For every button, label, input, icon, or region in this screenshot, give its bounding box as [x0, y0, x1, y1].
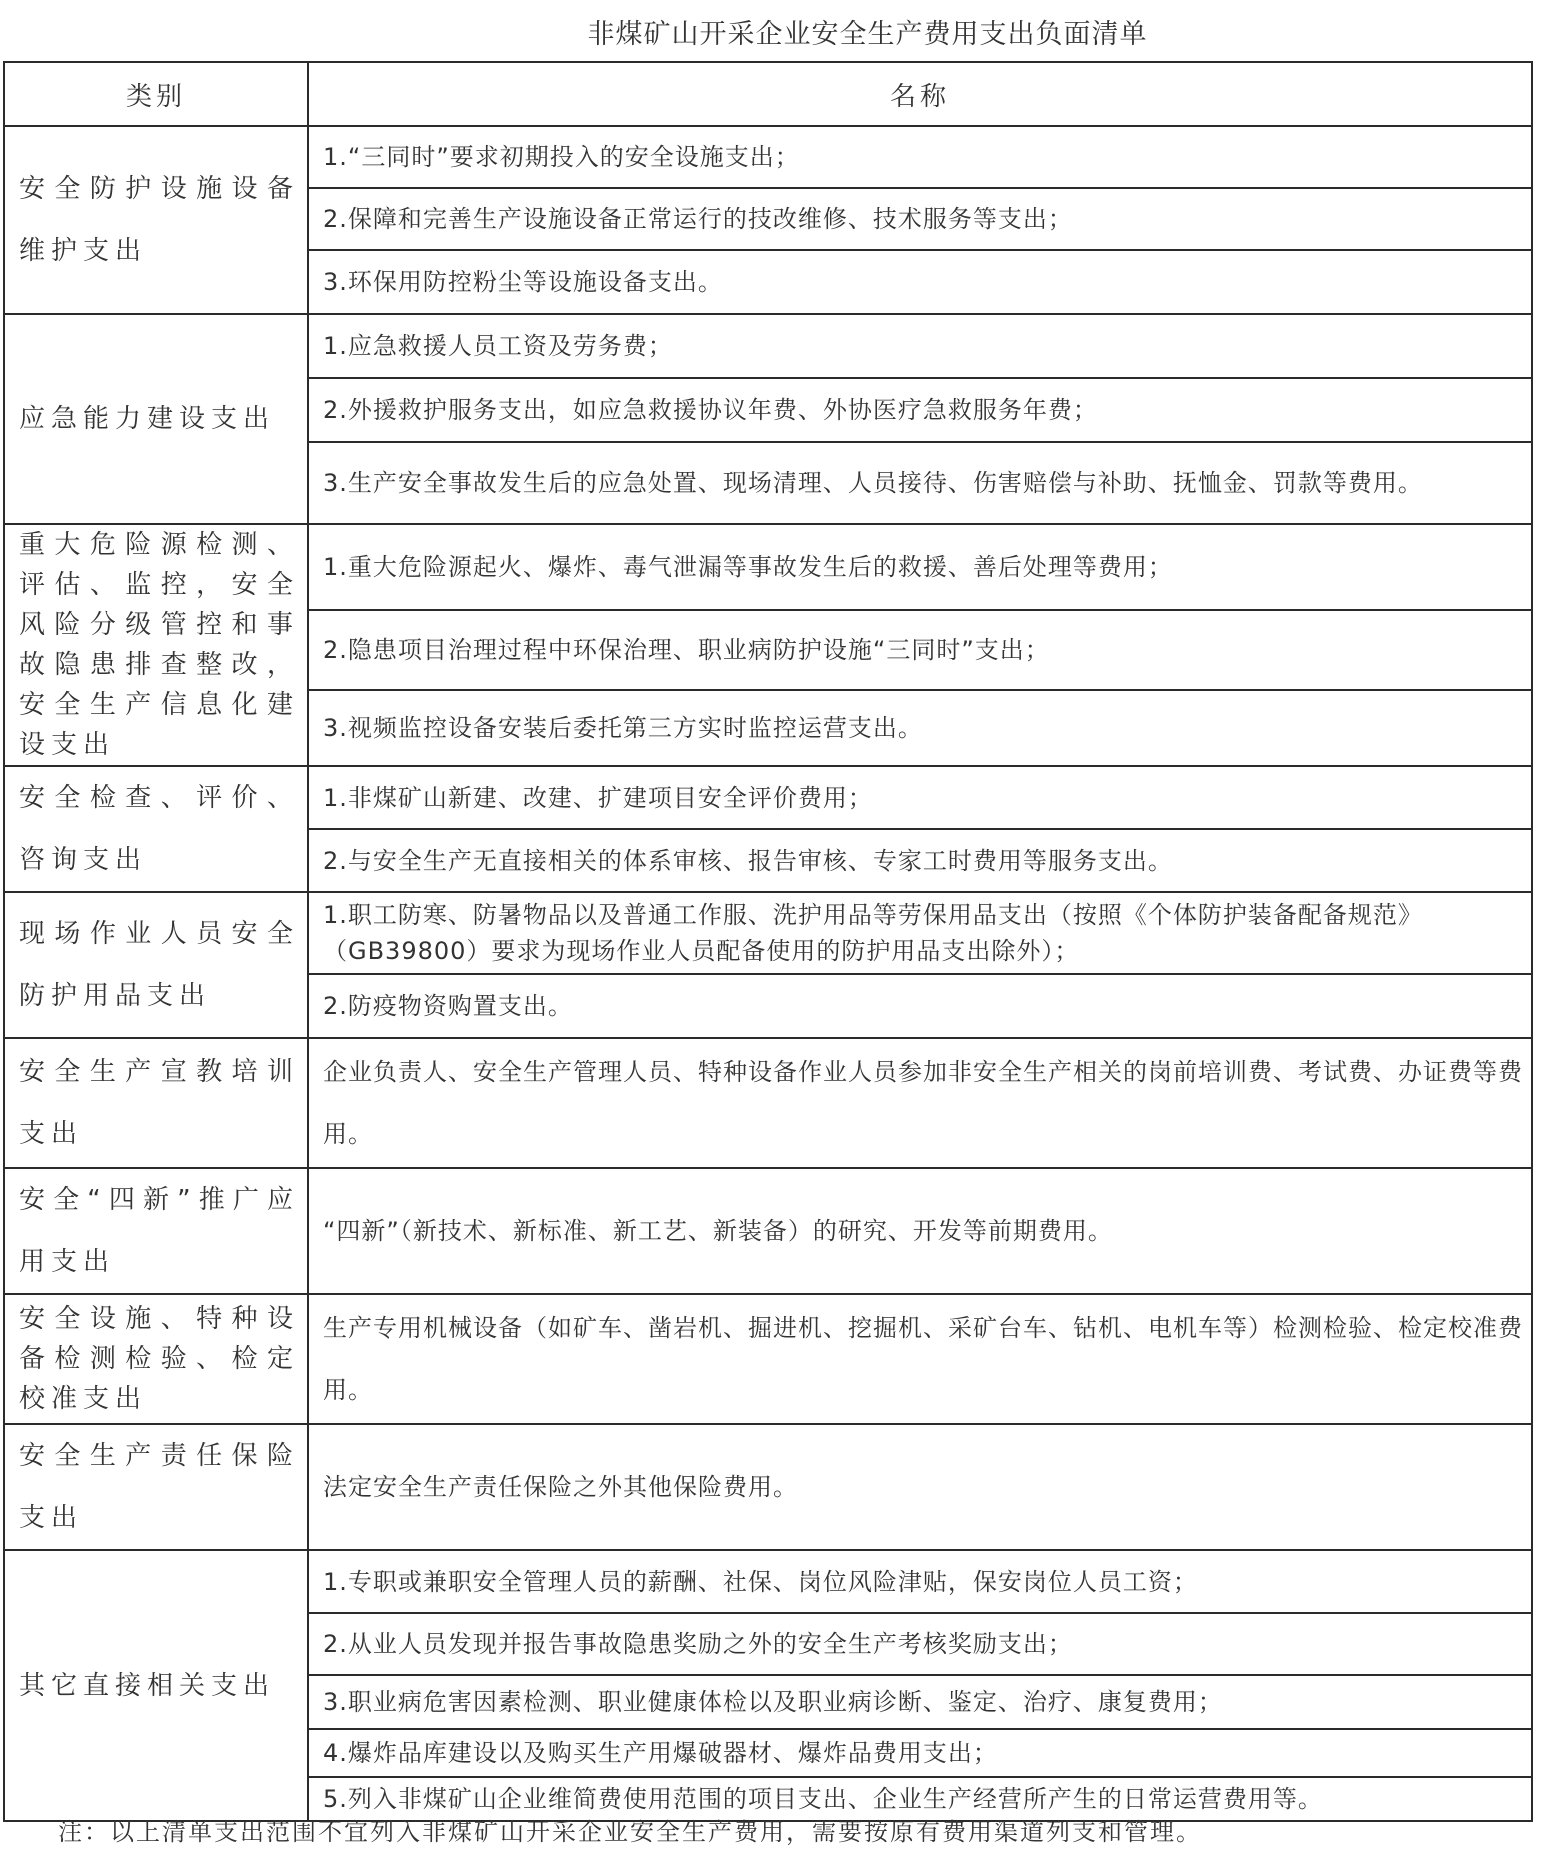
negative-list-table: [3, 61, 1533, 1822]
category-cell: 安全检查、评价、咨询支出: [4, 766, 308, 892]
category-cell: 安全生产宣教培训支出: [4, 1038, 308, 1168]
item-cell: 3.生产安全事故发生后的应急处置、现场清理、人员接待、伤害赔偿与补助、抚恤金、罚款等费用。: [308, 442, 1532, 524]
item-cell: 1.职工防寒、防暑物品以及普通工作服、洗护用品等劳保用品支出（按照《个体防护装备配备规范》（GB39800）要求为现场作业人员配备使用的防护用品支出除外）；: [308, 892, 1532, 974]
item-cell: 2.防疫物资购置支出。: [308, 974, 1532, 1038]
category-cell: 应急能力建设支出: [4, 314, 308, 524]
category-cell: 安全设施、特种设备检测检验、检定校准支出: [4, 1294, 308, 1424]
category-cell: 安全防护设施设备维护支出: [4, 126, 308, 314]
header-category: 类别: [4, 62, 308, 126]
table-header-row: [4, 62, 1532, 126]
item-cell: “四新”（新技术、新标准、新工艺、新装备）的研究、开发等前期费用。: [308, 1168, 1532, 1294]
item-cell: 3.环保用防控粉尘等设施设备支出。: [308, 250, 1532, 314]
item-cell: 生产专用机械设备（如矿车、凿岩机、掘进机、挖掘机、采矿台车、钻机、电机车等）检测检验、检定校准费用。: [308, 1294, 1532, 1424]
category-cell: 安全生产责任保险支出: [4, 1424, 308, 1550]
table-row: [4, 1294, 1532, 1424]
table-row: [4, 524, 1532, 610]
item-cell: 2.隐患项目治理过程中环保治理、职业病防护设施“三同时”支出；: [308, 610, 1532, 690]
category-cell: 重大危险源检测、评估、监控，安全风险分级管控和事故隐患排查整改，安全生产信息化建设支出: [4, 524, 308, 766]
item-cell: 2.保障和完善生产设施设备正常运行的技改维修、技术服务等支出；: [308, 188, 1532, 250]
page-title: 非煤矿山开采企业安全生产费用支出负面清单: [587, 19, 1148, 50]
item-cell: 5.列入非煤矿山企业维简费使用范围的项目支出、企业生产经营所产生的日常运营费用等。: [308, 1777, 1532, 1821]
table-row: [4, 892, 1532, 974]
header-name: 名称: [308, 62, 1532, 126]
item-cell: 3.视频监控设备安装后委托第三方实时监控运营支出。: [308, 690, 1532, 766]
item-cell: 3.职业病危害因素检测、职业健康体检以及职业病诊断、鉴定、治疗、康复费用；: [308, 1675, 1532, 1729]
table-row: [4, 766, 1532, 829]
item-cell: 1.重大危险源起火、爆炸、毒气泄漏等事故发生后的救援、善后处理等费用；: [308, 524, 1532, 610]
item-cell: 2.外援救护服务支出，如应急救援协议年费、外协医疗急救服务年费；: [308, 378, 1532, 442]
table-row: [4, 1550, 1532, 1613]
category-cell: 其它直接相关支出: [4, 1550, 308, 1821]
table-row: [4, 1038, 1532, 1168]
table-row: [4, 1168, 1532, 1294]
item-cell: 1.非煤矿山新建、改建、扩建项目安全评价费用；: [308, 766, 1532, 829]
item-cell: 企业负责人、安全生产管理人员、特种设备作业人员参加非安全生产相关的岗前培训费、考试费、办证费等费用。: [308, 1038, 1532, 1168]
item-cell: 2.与安全生产无直接相关的体系审核、报告审核、专家工时费用等服务支出。: [308, 829, 1532, 892]
table-row: [4, 314, 1532, 378]
category-cell: 安全“四新”推广应用支出: [4, 1168, 308, 1294]
item-cell: 4.爆炸品库建设以及购买生产用爆破器材、爆炸品费用支出；: [308, 1729, 1532, 1777]
item-cell: 1.“三同时”要求初期投入的安全设施支出；: [308, 126, 1532, 188]
footnote: 注：以上清单支出范围不宜列入非煤矿山开采企业安全生产费用，需要按原有费用渠道列支和管理。: [58, 1818, 1202, 1846]
item-cell: 1.专职或兼职安全管理人员的薪酬、社保、岗位风险津贴，保安岗位人员工资；: [308, 1550, 1532, 1613]
category-cell: 现场作业人员安全防护用品支出: [4, 892, 308, 1038]
table-row: [4, 126, 1532, 188]
item-cell: 1.应急救援人员工资及劳务费；: [308, 314, 1532, 378]
item-cell: 2.从业人员发现并报告事故隐患奖励之外的安全生产考核奖励支出；: [308, 1613, 1532, 1675]
item-cell: 法定安全生产责任保险之外其他保险费用。: [308, 1424, 1532, 1550]
table-row: [4, 1424, 1532, 1550]
